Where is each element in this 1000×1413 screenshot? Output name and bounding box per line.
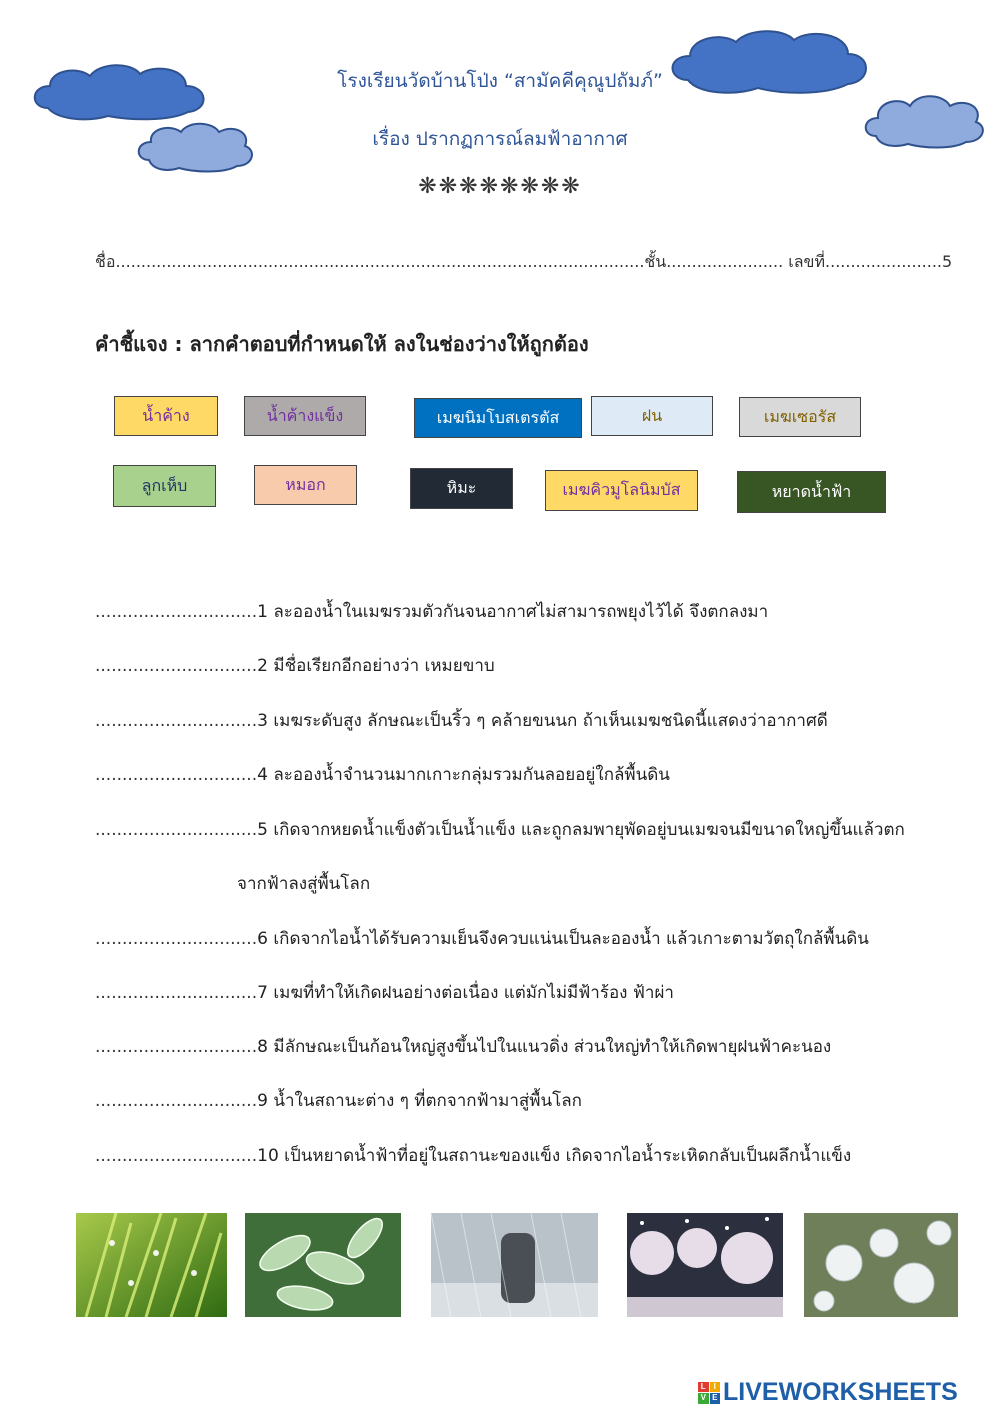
answer-blank[interactable]: ..............................: [95, 1146, 258, 1166]
answer-chip-cirrus[interactable]: เมฆเซอรัส: [739, 397, 861, 437]
question-7: ..............................7 เมฆที่ทำให้เกิดฝนอย่างต่อเนื่อง แต่มักไม่มีฟ้าร้อง ฟ้าผ่า: [95, 983, 674, 1003]
answer-chip-hail[interactable]: ลูกเห็บ: [113, 465, 216, 507]
answer-chip-fog[interactable]: หมอก: [254, 465, 357, 505]
answer-chip-snow[interactable]: หิมะ: [410, 468, 513, 509]
answer-chip-dew[interactable]: น้ำค้าง: [114, 396, 218, 436]
hail-stones-photo: [804, 1213, 958, 1317]
question-5: ..............................5 เกิดจากหยดน้ำแข็งตัวเป็นน้ำแข็ง และถูกลมพายุพัดอยู่บนเมฆจนมีขนาดใหญ่ขึ้นแล้วตก: [95, 820, 905, 840]
question-8: ..............................8 มีลักษณะเป็นก้อนใหญ่สูงขึ้นไปในแนวดิ่ง ส่วนใหญ่ทำให้เกิดพายุฝนฟ้าคะนอง: [95, 1037, 832, 1057]
question-4: ..............................4 ละอองน้ำจำนวนมากเกาะกลุ่มรวมกันลอยอยู่ใกล้พื้นดิน: [95, 765, 670, 785]
answer-chip-precipitation[interactable]: หยาดน้ำฟ้า: [737, 471, 886, 513]
liveworksheets-logo: L I V E LIVEWORKSHEETS: [698, 1378, 958, 1407]
answer-chip-nimbostratus[interactable]: เมฆนิมโบสเตรตัส: [414, 398, 582, 438]
answer-blank[interactable]: ..............................: [95, 711, 258, 731]
question-3: ..............................3 เมฆระดับสูง ลักษณะเป็นริ้ว ๆ คล้ายขนนก ถ้าเห็นเมฆชนิดนี้แสดงว่าอากาศดี: [95, 711, 828, 731]
answer-blank[interactable]: ..............................: [95, 1091, 258, 1111]
answer-blank[interactable]: ..............................: [95, 602, 258, 622]
answer-blank[interactable]: ..............................: [95, 1037, 258, 1057]
answer-chip-cumulonimbus[interactable]: เมฆคิวมูโลนิมบัส: [545, 470, 698, 511]
frost-leaves-photo: [245, 1213, 401, 1317]
rain-street-photo: [431, 1213, 598, 1317]
answer-blank[interactable]: ..............................: [95, 929, 258, 949]
answer-blank[interactable]: ..............................: [95, 765, 258, 785]
answer-blank[interactable]: ..............................: [95, 656, 258, 676]
liveworksheets-logo-icon: L I V E: [698, 1382, 720, 1404]
answer-chip-rain[interactable]: ฝน: [591, 396, 713, 436]
answer-chip-frost[interactable]: น้ำค้างแข็ง: [244, 396, 366, 436]
decorative-stars: ❋❋❋❋❋❋❋❋: [418, 174, 582, 199]
question-1: ..............................1 ละอองน้ำในเมฆรวมตัวกันจนอากาศไม่สามารถพยุงไว้ได้ จึงตกลงมา: [95, 602, 769, 622]
answer-blank[interactable]: ..............................: [95, 820, 258, 840]
question-5-continued: จากฟ้าลงสู่พื้นโลก: [237, 874, 371, 894]
question-2: ..............................2 มีชื่อเรียกอีกอย่างว่า เหมยขาบ: [95, 656, 495, 676]
question-9: ..............................9 น้ำในสถานะต่าง ๆ ที่ตกจากฟ้ามาสู่พื้นโลก: [95, 1091, 582, 1111]
worksheet-topic: เรื่อง ปรากฏการณ์ลมฟ้าอากาศ: [372, 128, 628, 150]
school-name: โรงเรียนวัดบ้านโป่ง “สามัคคีคุณูปถัมภ์”: [337, 70, 663, 92]
snow-trees-photo: [627, 1213, 783, 1317]
instruction-text: คำชี้แจง : ลากคำตอบที่กำหนดให้ ลงในช่องว่างให้ถูกต้อง: [95, 332, 589, 356]
question-6: ..............................6 เกิดจากไอน้ำได้รับความเย็นจึงควบแน่นเป็นละอองน้ำ แล้วเกาะตามวัตถุใกล้พื้นดิน: [95, 929, 869, 949]
question-10: ..............................10 เป็นหยาดน้ำฟ้าที่อยู่ในสถานะของแข็ง เกิดจากไอน้ำระเหิดกลับเป็นผลึกน้ำแข็ง: [95, 1146, 852, 1166]
answer-blank[interactable]: ..............................: [95, 983, 258, 1003]
dew-grass-photo: [76, 1213, 227, 1317]
student-info-line: ชื่อ........................................................................................................ชั้น....................... เลขที่.......................5: [95, 252, 953, 271]
